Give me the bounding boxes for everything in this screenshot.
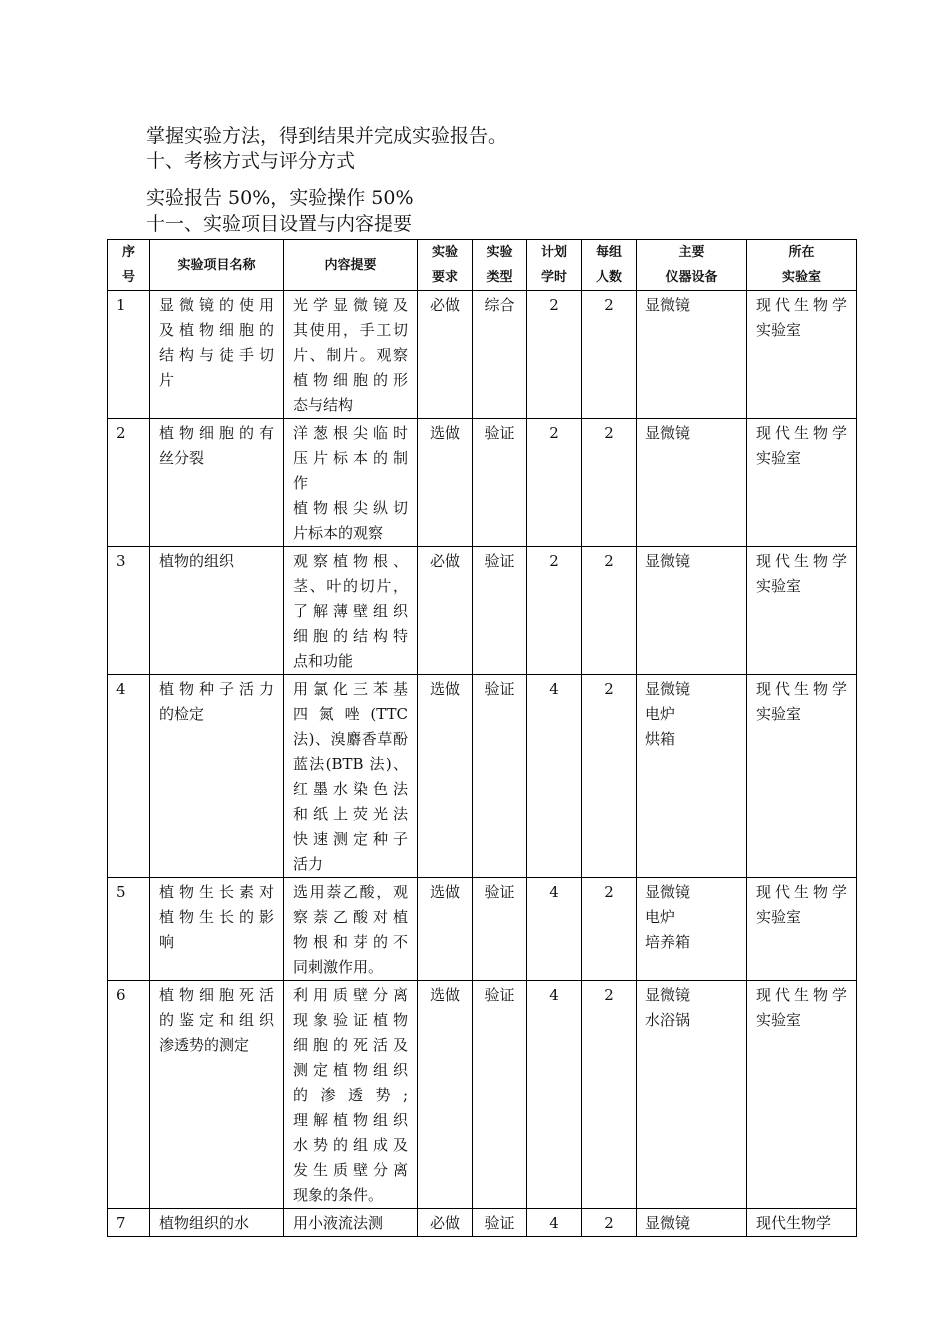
content-summary-line: 用小液流法测 [293, 1214, 384, 1232]
row-seq: 5 [108, 878, 150, 981]
hours-cell: 4 [527, 1209, 582, 1237]
equipment-cell-line: 培养箱 [645, 933, 691, 951]
experiment-name-line: 结构与徒手切 [159, 346, 274, 364]
content-summary-line: 发生质壁分离 [293, 1161, 408, 1179]
lab-cell-line: 现代生物学 [756, 552, 847, 570]
content-summary-line: 植物细胞的形 [293, 371, 408, 389]
experiment-name [150, 1209, 284, 1237]
type-cell: 验证 [473, 419, 527, 547]
content-summary-line: 了解薄壁组织 [293, 602, 408, 620]
section-heading-assessment: 十、考核方式与评分方式 [146, 150, 356, 172]
hours-cell: 4 [527, 675, 582, 878]
requirement-cell: 必做 [418, 547, 473, 675]
equipment-cell-line: 电炉 [645, 705, 676, 723]
content-summary-line: 四 氮 唑 (TTC [293, 705, 408, 723]
content-summary-line: 测定植物组织 [293, 1061, 408, 1079]
column-header-name [150, 240, 284, 291]
group-size-cell: 2 [582, 419, 637, 547]
group-size-cell: 2 [582, 675, 637, 878]
equipment-cell [637, 675, 747, 878]
experiment-name-line: 植物种子活力 [159, 680, 274, 698]
content-summary-line: 茎、叶的切片， [293, 577, 408, 595]
column-header-text: 实验项目名称 [177, 257, 256, 273]
lab-cell-line: 现代生物学 [756, 680, 847, 698]
experiment-table [107, 239, 857, 1237]
equipment-cell-line: 电炉 [645, 908, 676, 926]
experiment-name-line: 丝分裂 [159, 449, 205, 467]
content-summary [284, 675, 418, 878]
equipment-cell [637, 291, 747, 419]
content-summary [284, 419, 418, 547]
table-row [108, 1209, 857, 1237]
column-header-text: 实验室 [781, 270, 821, 285]
content-summary-line: 现象的条件。 [293, 1186, 384, 1204]
equipment-cell [637, 878, 747, 981]
requirement-cell: 选做 [418, 675, 473, 878]
hours-cell: 4 [527, 878, 582, 981]
equipment-cell-line: 烘箱 [645, 730, 676, 748]
content-summary-line: 其使用，手工切 [293, 321, 408, 339]
experiment-name-line: 及植物细胞的 [159, 321, 274, 339]
experiment-name-line: 的鉴定和组织 [159, 1011, 274, 1029]
lab-cell-line: 实验室 [756, 705, 802, 723]
column-header-equipment [637, 240, 747, 291]
equipment-cell [637, 981, 747, 1209]
equipment-cell-line: 显微镜 [645, 883, 691, 901]
type-cell: 综合 [473, 291, 527, 419]
content-summary-line: 水势的组成及 [293, 1136, 408, 1154]
experiment-name-line: 植物生长素对 [159, 883, 274, 901]
hours-cell: 4 [527, 981, 582, 1209]
experiment-name [150, 981, 284, 1209]
content-summary-line: 同刺激作用。 [293, 958, 384, 976]
content-summary-line: 压片标本的制 [293, 449, 408, 467]
lab-cell [747, 291, 857, 419]
column-header-text: 序 [121, 245, 135, 260]
requirement-cell: 必做 [418, 291, 473, 419]
column-header-seq [108, 240, 150, 291]
experiment-name [150, 291, 284, 419]
content-summary-line: 作 [293, 474, 309, 492]
type-cell: 验证 [473, 878, 527, 981]
equipment-cell-line: 显微镜 [645, 296, 691, 314]
lab-cell-line: 实验室 [756, 1011, 802, 1029]
content-summary-line: 态与结构 [293, 396, 354, 414]
experiment-name-line: 植物组织的水 [159, 1214, 250, 1232]
lab-cell-line: 实验室 [756, 908, 802, 926]
row-seq: 3 [108, 547, 150, 675]
equipment-cell [637, 1209, 747, 1237]
experiment-name-line: 植物细胞的有 [159, 424, 274, 442]
experiment-name-line: 渗透势的测定 [159, 1036, 250, 1054]
lab-cell-line: 实验室 [756, 449, 802, 467]
content-summary-line: 细胞的结构特 [293, 627, 408, 645]
row-seq: 7 [108, 1209, 150, 1237]
column-header-text: 计划 [540, 245, 567, 260]
experiment-name-line: 显微镜的使用 [159, 296, 274, 314]
content-summary-line: 光学显微镜及 [293, 296, 408, 314]
table-row [108, 878, 857, 981]
content-summary-line: 用氯化三苯基 [293, 680, 408, 698]
content-summary-line: 理解植物组织 [293, 1111, 408, 1129]
type-cell: 验证 [473, 1209, 527, 1237]
lab-cell-line: 现代生物学 [756, 424, 847, 442]
content-summary-line: 片标本的观察 [293, 524, 384, 542]
requirement-cell: 选做 [418, 419, 473, 547]
content-summary [284, 1209, 418, 1237]
hours-cell: 2 [527, 291, 582, 419]
column-header-text: 每组 [595, 245, 622, 260]
experiment-name-line: 植物的组织 [159, 552, 235, 570]
table-row [108, 291, 857, 419]
lab-cell [747, 1209, 857, 1237]
requirement-cell: 选做 [418, 981, 473, 1209]
content-summary-line: 红墨水染色法 [293, 780, 408, 798]
group-size-cell: 2 [582, 981, 637, 1209]
content-summary-line: 选用萘乙酸，观 [293, 883, 408, 901]
equipment-cell-line: 显微镜 [645, 424, 691, 442]
content-summary-line: 察萘乙酸对植 [293, 908, 408, 926]
equipment-cell [637, 419, 747, 547]
lab-cell-line: 现代生物学 [756, 1214, 832, 1232]
content-summary-line: 点和功能 [293, 652, 354, 670]
column-header-text: 主要 [678, 245, 705, 260]
equipment-cell-line: 显微镜 [645, 552, 691, 570]
lab-cell-line: 现代生物学 [756, 296, 847, 314]
equipment-cell [637, 547, 747, 675]
experiment-name [150, 675, 284, 878]
group-size-cell: 2 [582, 547, 637, 675]
column-header-lab [747, 240, 857, 291]
equipment-cell-line: 显微镜 [645, 680, 691, 698]
experiment-name [150, 878, 284, 981]
experiment-name-line: 响 [159, 933, 175, 951]
content-summary [284, 291, 418, 419]
column-header-text: 仪器设备 [665, 270, 718, 285]
content-summary [284, 878, 418, 981]
lab-cell [747, 419, 857, 547]
lab-cell-line: 实验室 [756, 577, 802, 595]
assessment-text: 实验报告 50%，实验操作 50% [146, 187, 414, 209]
row-seq: 6 [108, 981, 150, 1209]
content-summary-line: 的渗透势; [293, 1086, 408, 1104]
column-header-text: 学时 [540, 270, 567, 285]
column-header-text: 号 [121, 270, 135, 285]
group-size-cell: 2 [582, 878, 637, 981]
experiment-name-line: 的检定 [159, 705, 205, 723]
hours-cell: 2 [527, 547, 582, 675]
experiment-name [150, 419, 284, 547]
content-summary-line: 利用质壁分离 [293, 986, 408, 1004]
lab-cell [747, 981, 857, 1209]
experiment-name-line: 植物细胞死活 [159, 986, 274, 1004]
equipment-cell-line: 显微镜 [645, 986, 691, 1004]
type-cell: 验证 [473, 675, 527, 878]
lab-cell-line: 现代生物学 [756, 986, 847, 1004]
group-size-cell: 2 [582, 291, 637, 419]
column-header-text: 类型 [486, 270, 513, 285]
requirement-cell: 必做 [418, 1209, 473, 1237]
column-header-hours [527, 240, 582, 291]
column-header-text: 要求 [431, 270, 458, 285]
hours-cell: 2 [527, 419, 582, 547]
content-summary-line: 洋葱根尖临时 [293, 424, 408, 442]
intro-text: 掌握实验方法，得到结果并完成实验报告。 [146, 125, 508, 147]
content-summary-line: 现象验证植物 [293, 1011, 408, 1029]
content-summary-line: 观察植物根、 [293, 552, 408, 570]
column-header-group [582, 240, 637, 291]
experiment-name-line: 片 [159, 371, 175, 389]
requirement-cell: 选做 [418, 878, 473, 981]
equipment-cell-line: 显微镜 [645, 1214, 691, 1232]
column-header-type [473, 240, 527, 291]
column-header-text: 人数 [595, 270, 622, 285]
column-header-text: 实验 [486, 245, 513, 260]
content-summary-line: 快速测定种子 [293, 830, 408, 848]
row-seq: 2 [108, 419, 150, 547]
column-header-summary [284, 240, 418, 291]
row-seq: 4 [108, 675, 150, 878]
content-summary-line: 物根和芽的不 [293, 933, 408, 951]
column-header-text: 内容提要 [324, 257, 377, 273]
column-header-text: 实验 [431, 245, 458, 260]
row-seq: 1 [108, 291, 150, 419]
lab-cell [747, 878, 857, 981]
experiment-name-line: 植物生长的影 [159, 908, 274, 926]
table-header-row [108, 240, 857, 291]
table-row [108, 419, 857, 547]
type-cell: 验证 [473, 547, 527, 675]
lab-cell [747, 547, 857, 675]
lab-cell-line: 现代生物学 [756, 883, 847, 901]
column-header-text: 所在 [788, 245, 815, 260]
type-cell: 验证 [473, 981, 527, 1209]
group-size-cell: 2 [582, 1209, 637, 1237]
column-header-requirement [418, 240, 473, 291]
content-summary-line: 植物根尖纵切 [293, 499, 408, 517]
content-summary-line: 蓝法(BTB 法)、 [293, 755, 408, 773]
table-row [108, 547, 857, 675]
content-summary-line: 片、制片。观察 [293, 346, 408, 364]
lab-cell [747, 675, 857, 878]
section-heading-experiments: 十一、实验项目设置与内容提要 [146, 213, 413, 235]
table-row [108, 675, 857, 878]
content-summary [284, 547, 418, 675]
table-row [108, 981, 857, 1209]
experiment-name [150, 547, 284, 675]
content-summary-line: 活力 [293, 855, 324, 873]
content-summary [284, 981, 418, 1209]
content-summary-line: 和纸上荧光法 [293, 805, 408, 823]
content-summary-line: 细胞的死活及 [293, 1036, 408, 1054]
content-summary-line: 法)、溴麝香草酚 [293, 730, 408, 748]
lab-cell-line: 实验室 [756, 321, 802, 339]
equipment-cell-line: 水浴锅 [645, 1011, 691, 1029]
